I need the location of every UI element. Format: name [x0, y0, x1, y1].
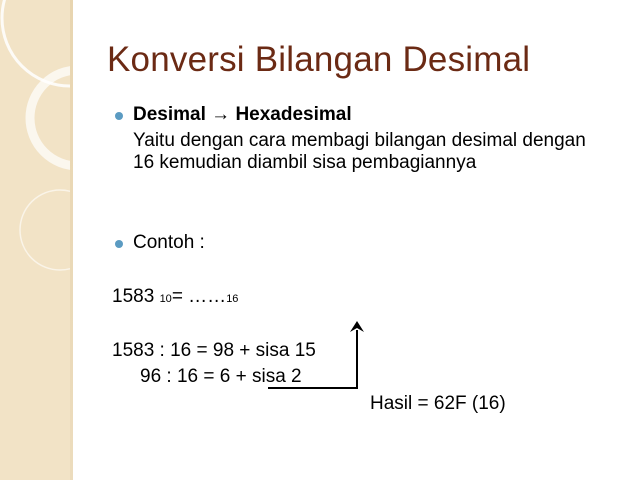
- division-step-2: 96 : 16 = 6 + sisa 2: [140, 366, 302, 387]
- result-text: Hasil = 62F (16): [370, 393, 506, 414]
- bullet-heading: [133, 104, 352, 126]
- right-arrow-icon: →: [211, 104, 231, 125]
- base-to: 16: [226, 293, 239, 305]
- decimal-number: 1583: [112, 286, 155, 307]
- heading-to: Hexadesimal: [235, 104, 352, 125]
- conversion-expression: [112, 286, 238, 308]
- remainder-underline: [268, 387, 358, 389]
- decorative-circles: [0, 0, 70, 480]
- slide-title: Konversi Bilangan Desimal: [107, 40, 531, 79]
- description-line-2: 16 kemudian diambil sisa pembagiannya: [133, 152, 477, 173]
- up-arrow-icon: [350, 321, 364, 333]
- decorative-sidebar: [0, 0, 70, 480]
- base-from: 10: [159, 293, 172, 305]
- sidebar-edge: [70, 0, 73, 480]
- example-label: Contoh :: [133, 232, 205, 253]
- division-step-1: 1583 : 16 = 98 + sisa 15: [112, 340, 316, 361]
- equals-dots: = ……: [171, 286, 227, 307]
- upward-arrow-line: [356, 330, 358, 389]
- heading-from: Desimal: [133, 104, 206, 125]
- description-line-1: Yaitu dengan cara membagi bilangan desimal dengan: [133, 130, 586, 151]
- bullet-icon: [115, 240, 123, 248]
- bullet-icon: [115, 112, 123, 120]
